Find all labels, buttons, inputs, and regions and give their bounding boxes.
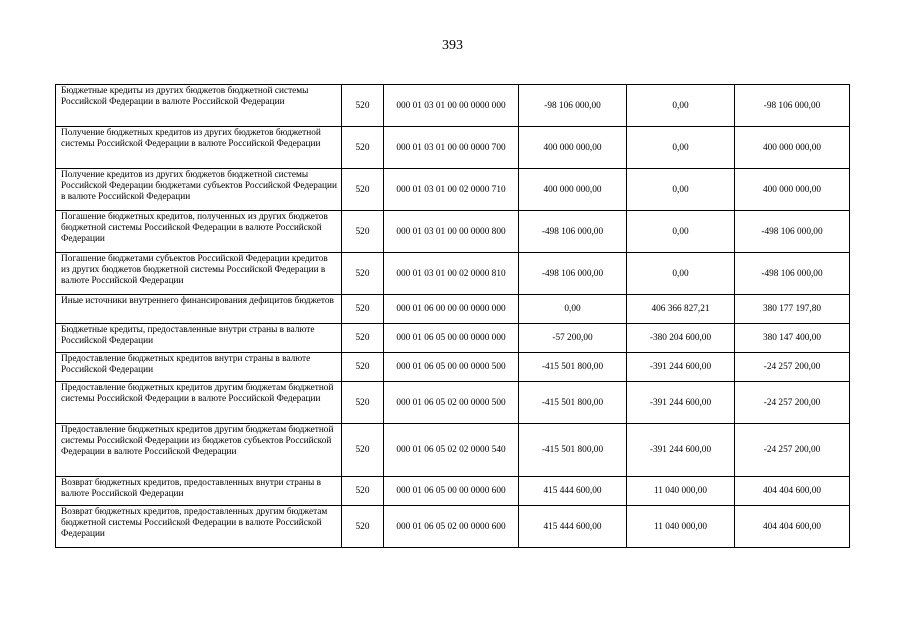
row-name-cell: Получение кредитов из других бюджетов бюджетной системы Российской Федерации бюджетами субъектов Российской Федерации в валюте Российской Федерации bbox=[56, 169, 342, 211]
amount-cell: 0,00 bbox=[627, 253, 735, 295]
amount-cell: 11 040 000,00 bbox=[627, 477, 735, 506]
budget-code-cell: 000 01 06 05 02 00 0000 500 bbox=[384, 382, 519, 424]
amount-cell: 0,00 bbox=[627, 169, 735, 211]
amount-cell: 406 366 827,21 bbox=[627, 295, 735, 324]
admin-code-cell: 520 bbox=[342, 295, 384, 324]
row-name-cell: Предоставление бюджетных кредитов внутри страны в валюте Российской Федерации bbox=[56, 353, 342, 382]
admin-code-cell: 520 bbox=[342, 253, 384, 295]
row-name-cell: Предоставление бюджетных кредитов другим бюджетам бюджетной системы Российской Федерации из бюджетов субъектов Российской Федерации в валюте Российской Федерации bbox=[56, 424, 342, 477]
amount-cell: -57 200,00 bbox=[519, 324, 627, 353]
row-name-cell: Возврат бюджетных кредитов, предоставленных другим бюджетам бюджетной системы Российской Федерации в валюте Российской Федерации bbox=[56, 506, 342, 548]
amount-cell: 404 404 600,00 bbox=[735, 506, 850, 548]
budget-code-cell: 000 01 03 01 00 00 0000 700 bbox=[384, 127, 519, 169]
amount-cell: -498 106 000,00 bbox=[519, 211, 627, 253]
budget-sources-table bbox=[55, 84, 850, 548]
amount-cell: 0,00 bbox=[627, 127, 735, 169]
budget-code-cell: 000 01 06 05 00 00 0000 000 bbox=[384, 324, 519, 353]
table-row bbox=[56, 169, 850, 211]
budget-code-cell: 000 01 06 00 00 00 0000 000 bbox=[384, 295, 519, 324]
amount-cell: -24 257 200,00 bbox=[735, 382, 850, 424]
page-number: 393 bbox=[442, 38, 463, 53]
amount-cell: 415 444 600,00 bbox=[519, 506, 627, 548]
amount-cell: -24 257 200,00 bbox=[735, 424, 850, 477]
row-name-cell: Иные источники внутреннего финансирования дефицитов бюджетов bbox=[56, 295, 342, 324]
amount-cell: 400 000 000,00 bbox=[519, 127, 627, 169]
amount-cell: -498 106 000,00 bbox=[735, 211, 850, 253]
budget-code-cell: 000 01 03 01 00 02 0000 710 bbox=[384, 169, 519, 211]
admin-code-cell: 520 bbox=[342, 353, 384, 382]
admin-code-cell: 520 bbox=[342, 85, 384, 127]
amount-cell: 380 147 400,00 bbox=[735, 324, 850, 353]
admin-code-cell: 520 bbox=[342, 169, 384, 211]
amount-cell: 0,00 bbox=[627, 85, 735, 127]
admin-code-cell: 520 bbox=[342, 506, 384, 548]
amount-cell: -415 501 800,00 bbox=[519, 382, 627, 424]
amount-cell: 0,00 bbox=[627, 211, 735, 253]
row-name-cell: Бюджетные кредиты, предоставленные внутри страны в валюте Российской Федерации bbox=[56, 324, 342, 353]
amount-cell: 380 177 197,80 bbox=[735, 295, 850, 324]
row-name-cell: Погашение бюджетных кредитов, полученных из других бюджетов бюджетной системы Российской Федерации в валюте Российской Федерации bbox=[56, 211, 342, 253]
budget-code-cell: 000 01 03 01 00 02 0000 810 bbox=[384, 253, 519, 295]
budget-code-cell: 000 01 06 05 02 00 0000 600 bbox=[384, 506, 519, 548]
amount-cell: 400 000 000,00 bbox=[735, 127, 850, 169]
budget-code-cell: 000 01 06 05 02 02 0000 540 bbox=[384, 424, 519, 477]
admin-code-cell: 520 bbox=[342, 211, 384, 253]
amount-cell: -415 501 800,00 bbox=[519, 353, 627, 382]
budget-code-cell: 000 01 06 05 00 00 0000 500 bbox=[384, 353, 519, 382]
admin-code-cell: 520 bbox=[342, 424, 384, 477]
admin-code-cell: 520 bbox=[342, 127, 384, 169]
budget-code-cell: 000 01 06 05 00 00 0000 600 bbox=[384, 477, 519, 506]
row-name-cell: Погашение бюджетами субъектов Российской Федерации кредитов из других бюджетов бюджетной системы Российской Федерации в валюте Российской Федерации bbox=[56, 253, 342, 295]
table-row bbox=[56, 295, 850, 324]
amount-cell: 415 444 600,00 bbox=[519, 477, 627, 506]
table-row bbox=[56, 127, 850, 169]
amount-cell: 0,00 bbox=[519, 295, 627, 324]
row-name-cell: Возврат бюджетных кредитов, предоставленных внутри страны в валюте Российской Федерации bbox=[56, 477, 342, 506]
table-row bbox=[56, 324, 850, 353]
amount-cell: -380 204 600,00 bbox=[627, 324, 735, 353]
amount-cell: -391 244 600,00 bbox=[627, 382, 735, 424]
amount-cell: -498 106 000,00 bbox=[735, 253, 850, 295]
amount-cell: -391 244 600,00 bbox=[627, 353, 735, 382]
admin-code-cell: 520 bbox=[342, 382, 384, 424]
row-name-cell: Получение бюджетных кредитов из других бюджетов бюджетной системы Российской Федерации в валюте Российской Федерации bbox=[56, 127, 342, 169]
table-row bbox=[56, 477, 850, 506]
table-row bbox=[56, 353, 850, 382]
amount-cell: -98 106 000,00 bbox=[735, 85, 850, 127]
row-name-cell: Бюджетные кредиты из других бюджетов бюджетной системы Российской Федерации в валюте Российской Федерации bbox=[56, 85, 342, 127]
amount-cell: -98 106 000,00 bbox=[519, 85, 627, 127]
table-row bbox=[56, 382, 850, 424]
table-row bbox=[56, 85, 850, 127]
amount-cell: 400 000 000,00 bbox=[735, 169, 850, 211]
amount-cell: -415 501 800,00 bbox=[519, 424, 627, 477]
amount-cell: 11 040 000,00 bbox=[627, 506, 735, 548]
row-name-cell: Предоставление бюджетных кредитов другим бюджетам бюджетной системы Российской Федерации в валюте Российской Федерации bbox=[56, 382, 342, 424]
table-row bbox=[56, 211, 850, 253]
amount-cell: -24 257 200,00 bbox=[735, 353, 850, 382]
amount-cell: -391 244 600,00 bbox=[627, 424, 735, 477]
amount-cell: -498 106 000,00 bbox=[519, 253, 627, 295]
table-row bbox=[56, 424, 850, 477]
table-row bbox=[56, 253, 850, 295]
amount-cell: 400 000 000,00 bbox=[519, 169, 627, 211]
admin-code-cell: 520 bbox=[342, 477, 384, 506]
amount-cell: 404 404 600,00 bbox=[735, 477, 850, 506]
admin-code-cell: 520 bbox=[342, 324, 384, 353]
budget-code-cell: 000 01 03 01 00 00 0000 800 bbox=[384, 211, 519, 253]
table-row bbox=[56, 506, 850, 548]
budget-code-cell: 000 01 03 01 00 00 0000 000 bbox=[384, 85, 519, 127]
